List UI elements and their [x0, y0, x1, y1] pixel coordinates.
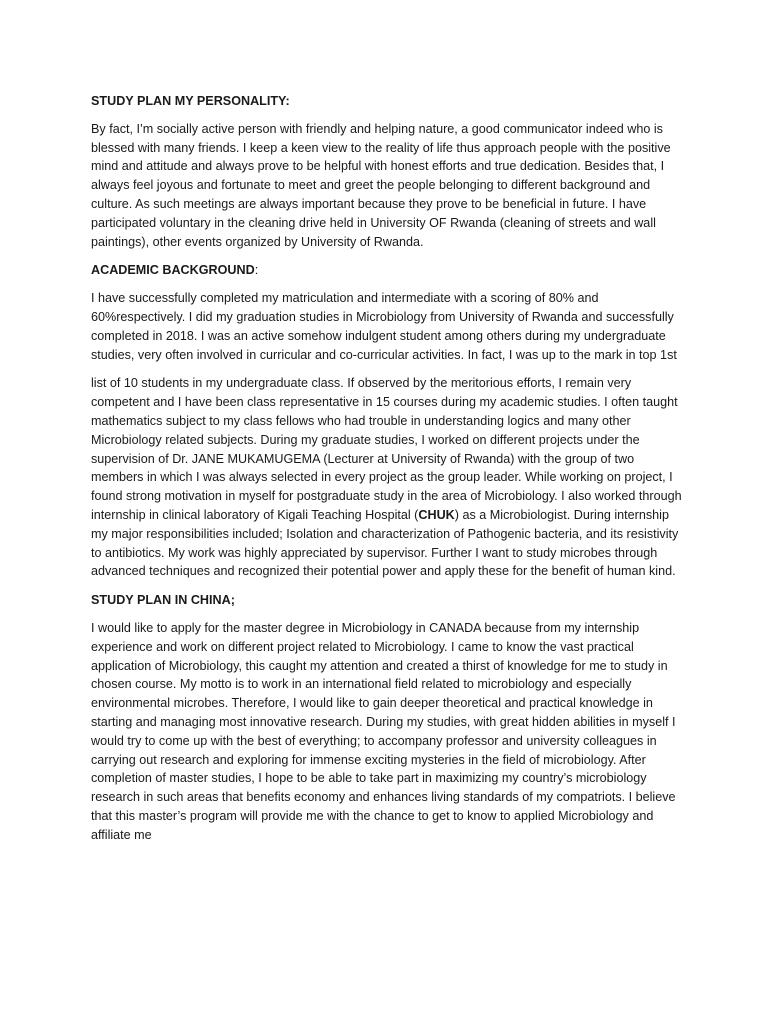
- paragraph-personality: By fact, I’m socially active person with friendly and helping nature, a good communicator indeed who is blessed with many friends. I keep a keen view to the reality of life thus approach people with the positive mind and attitude and always prove to be helpful with honest efforts and true dedication. Besides that, I always feel joyous and fortunate to meet and greet the people belonging to different background and culture. As such meetings are always important because they prove to be beneficial in future. I have participated voluntary in the cleaning drive held in University OF Rwanda (cleaning of streets and wall paintings), other events organized by University of Rwanda.: [91, 121, 671, 249]
- document-page: [91, 92, 687, 854]
- section-heading-academic: [91, 261, 687, 280]
- paragraph-academic-2-part1: list of 10 students in my undergraduate class. If observed by the meritorious efforts, I remain very competent and I have been class representative in 15 courses during my academic studies. I often taught mathematics subject to my class fellows who had trouble in understanding logics and many other Microbiology related subjects. During my graduate studies, I worked on different projects under the supervision of Dr. JANE MUKAMUGEMA (Lecturer at University of Rwanda) with the group of two members in which I was always selected in every project as the group leader. While working on project, I found strong motivation in myself for postgraduate study in the area of Microbiology. I also worked through internship in clinical laboratory of Kigali Teaching Hospital (: [91, 376, 682, 522]
- section-heading-study-plan: STUDY PLAN IN CHINA;: [91, 593, 235, 608]
- hospital-abbreviation: CHUK: [418, 507, 455, 522]
- paragraph-academic-2-part2: ) as a Microbiologist. During internship my major responsibilities included; Isolation and characterization of Pathogenic bacteria, and its resistivity to antibiotics. My work was highly appreciated by supervisor. Further I want to study microbes through advanced techniques and recognized their potential power and apply these for the benefit of human kind.: [91, 507, 679, 579]
- section-heading-academic-colon: :: [254, 263, 259, 278]
- paragraph-academic-1: I have successfully completed my matriculation and intermediate with a scoring of 80% and 60%respectively. I did my graduation studies in Microbiology from University of Rwanda and successfully completed in 2018. I was an active somehow indulgent student among others during my undergraduate studies, very often involved in curricular and co-curricular activities. In fact, I was up to the mark in top 1st: [91, 291, 677, 362]
- section-heading-academic-text: ACADEMIC BACKGROUND: [91, 263, 255, 278]
- section-heading-personality: STUDY PLAN MY PERSONALITY:: [91, 94, 290, 108]
- paragraph-academic-2: [91, 374, 687, 581]
- paragraph-study-plan: I would like to apply for the master degree in Microbiology in CANADA because from my internship experience and work on different project related to Microbiology. I came to know the vast practical application of Microbiology, this caught my attention and created a thirst of knowledge for me to study in chosen course. My motto is to work in an international field related to microbiology and especially environmental microbes. Therefore, I would like to gain deeper theoretical and practical knowledge in starting and managing most innovative research. During my studies, with great hidden abilities in myself I would try to come up with the best of everything; to accompany professor and university colleagues in carrying out research and exploring for immense exciting mysteries in the field of microbiology. After completion of master studies, I hope to be able to take part in maximizing my country’s microbiology research in such areas that benefits economy and enhances living standards of my compatriots. I believe that this master’s program will provide me with the chance to get to know to applied Microbiology and affiliate me: [91, 620, 676, 842]
